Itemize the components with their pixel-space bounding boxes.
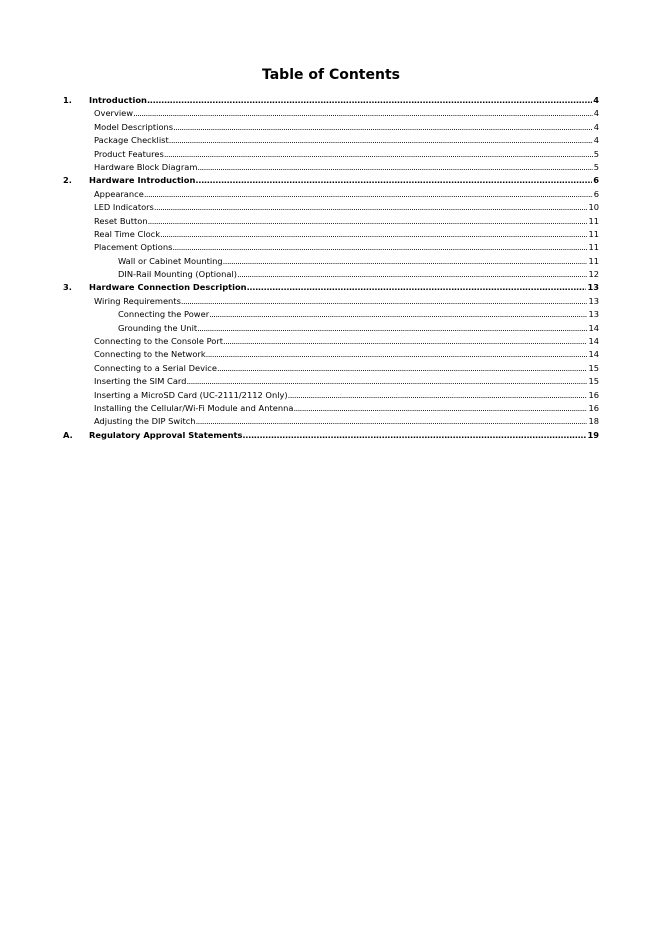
toc-entry-line — [94, 121, 599, 134]
toc-dot-leader — [154, 201, 588, 214]
toc-entry-label: Reset Button — [94, 215, 148, 226]
toc-entry-line — [94, 107, 599, 120]
toc-entry[interactable] — [63, 308, 599, 321]
toc-dot-leader — [242, 429, 586, 442]
toc-entry-number: A. — [63, 429, 73, 440]
toc-entry[interactable] — [63, 335, 599, 348]
toc-entry-line — [94, 402, 599, 415]
toc-dot-leader — [197, 322, 587, 335]
toc-entry-line — [94, 188, 599, 201]
toc-entry-line — [94, 228, 599, 241]
toc-entry[interactable] — [63, 389, 599, 402]
toc-page-number: 18 — [588, 416, 599, 427]
toc-entry-line — [118, 268, 599, 281]
toc-entry-line — [94, 134, 599, 147]
toc-entry-line — [94, 335, 599, 348]
toc-entry-line — [118, 322, 599, 335]
toc-entry[interactable] — [63, 215, 599, 228]
toc-entry-label: Connecting the Power — [118, 309, 210, 320]
toc-page-number: 15 — [588, 376, 599, 387]
toc-entry-line — [94, 148, 599, 161]
toc-page-number: 5 — [593, 161, 599, 172]
toc-entry-number: 3. — [63, 282, 72, 293]
toc-entry-label: Placement Options — [94, 242, 173, 253]
toc-page-number: 11 — [588, 228, 599, 239]
toc-page-number: 4 — [593, 95, 599, 105]
toc-dot-leader — [293, 402, 587, 415]
toc-entry-line — [94, 348, 599, 361]
toc-dot-leader — [196, 415, 588, 428]
table-of-contents — [63, 94, 599, 442]
toc-dot-leader — [288, 389, 588, 402]
toc-entry-label: Model Descriptions — [94, 121, 174, 132]
toc-entry-label: Adjusting the DIP Switch — [94, 416, 196, 427]
toc-entry[interactable] — [63, 241, 599, 254]
toc-page-number: 16 — [588, 402, 599, 413]
toc-entry[interactable] — [63, 348, 599, 361]
toc-entry[interactable] — [63, 281, 599, 294]
toc-dot-leader — [160, 228, 587, 241]
toc-dot-leader — [181, 295, 588, 308]
toc-entry[interactable] — [63, 228, 599, 241]
toc-page-number: 6 — [593, 188, 599, 199]
toc-entry[interactable] — [63, 255, 599, 268]
toc-entry-label: Product Features — [94, 148, 164, 159]
toc-entry-label: Hardware Connection Description — [89, 282, 247, 293]
toc-entry-label: Overview — [94, 108, 134, 119]
toc-entry[interactable] — [63, 161, 599, 174]
toc-dot-leader — [147, 94, 592, 107]
toc-page-number: 15 — [588, 362, 599, 373]
toc-dot-leader — [217, 362, 587, 375]
toc-dot-leader — [186, 375, 587, 388]
toc-entry-line — [94, 389, 599, 402]
toc-page-number: 4 — [593, 135, 599, 146]
toc-page-number: 14 — [588, 349, 599, 360]
toc-dot-leader — [173, 121, 593, 134]
toc-entry-label: Introduction — [89, 95, 147, 105]
toc-entry-line — [94, 415, 599, 428]
toc-entry[interactable] — [63, 295, 599, 308]
toc-entry-line — [94, 161, 599, 174]
toc-entry[interactable] — [63, 94, 599, 107]
toc-dot-leader — [247, 281, 587, 294]
toc-entry-label: Installing the Cellular/Wi-Fi Module and Antenna — [94, 402, 294, 413]
toc-entry-label: Inserting the SIM Card — [94, 376, 187, 387]
toc-entry-label: Grounding the Unit — [118, 322, 198, 333]
toc-entry-label: Hardware Block Diagram — [94, 161, 198, 172]
toc-page-number: 4 — [593, 121, 599, 132]
toc-entry[interactable] — [63, 188, 599, 201]
toc-entry-line — [89, 429, 599, 442]
toc-entry-line — [118, 308, 599, 321]
toc-entry-label: Connecting to the Console Port — [94, 336, 224, 347]
toc-entry-line — [118, 255, 599, 268]
toc-dot-leader — [237, 268, 587, 281]
toc-page-number: 11 — [588, 255, 599, 266]
toc-page-number: 13 — [587, 282, 599, 293]
toc-dot-leader — [164, 148, 593, 161]
toc-dot-leader — [206, 348, 588, 361]
toc-page-number: 11 — [588, 242, 599, 253]
toc-page-number: 14 — [588, 336, 599, 347]
toc-entry-label: Connecting to the Network — [94, 349, 206, 360]
toc-dot-leader — [133, 107, 593, 120]
toc-entry[interactable] — [63, 402, 599, 415]
toc-entry[interactable] — [63, 415, 599, 428]
toc-entry[interactable] — [63, 121, 599, 134]
toc-page-number: 13 — [588, 309, 599, 320]
toc-entry-line — [94, 215, 599, 228]
toc-entry-line — [94, 295, 599, 308]
toc-entry-line — [94, 375, 599, 388]
toc-entry-number: 1. — [63, 95, 72, 105]
toc-dot-leader — [223, 255, 588, 268]
toc-dot-leader — [197, 161, 592, 174]
toc-entry-line — [94, 241, 599, 254]
toc-entry-label: Connecting to a Serial Device — [94, 362, 217, 373]
toc-entry-label: Appearance — [94, 188, 144, 199]
toc-entry-number: 2. — [63, 175, 72, 186]
toc-entry[interactable] — [63, 362, 599, 375]
toc-entry[interactable] — [63, 322, 599, 335]
toc-page-number: 11 — [588, 215, 599, 226]
toc-entry[interactable] — [63, 148, 599, 161]
toc-entry-label: Real Time Clock — [94, 228, 161, 239]
toc-page-number: 19 — [587, 429, 599, 440]
toc-page-number: 14 — [588, 322, 599, 333]
toc-dot-leader — [209, 308, 587, 321]
toc-dot-leader — [169, 134, 593, 147]
toc-entry-label: Package Checklist — [94, 135, 169, 146]
toc-entry-label: LED Indicators — [94, 202, 154, 213]
toc-dot-leader — [223, 335, 587, 348]
toc-entry-label: Inserting a MicroSD Card (UC-2111/2112 Only) — [94, 389, 288, 400]
toc-entry-label: DIN-Rail Mounting (Optional) — [118, 269, 237, 280]
toc-entry-label: Hardware Introduction — [89, 175, 196, 186]
toc-page-number: 5 — [593, 148, 599, 159]
toc-entry-line — [89, 94, 599, 107]
toc-page-number: 6 — [593, 175, 599, 186]
toc-entry[interactable] — [63, 268, 599, 281]
toc-page-number: 4 — [593, 108, 599, 119]
toc-entry[interactable] — [63, 429, 599, 442]
toc-entry[interactable] — [63, 107, 599, 120]
toc-page-number: 13 — [588, 295, 599, 306]
toc-page-number: 10 — [588, 202, 599, 213]
toc-dot-leader — [144, 188, 593, 201]
toc-page-number: 16 — [588, 389, 599, 400]
toc-entry-label: Wiring Requirements — [94, 295, 181, 306]
toc-entry[interactable] — [63, 375, 599, 388]
toc-entry[interactable] — [63, 174, 599, 187]
toc-page-number: 12 — [588, 269, 599, 280]
toc-entry-label: Regulatory Approval Statements — [89, 429, 243, 440]
toc-entry-line — [94, 362, 599, 375]
toc-title: Table of Contents — [261, 67, 400, 83]
toc-dot-leader — [148, 215, 588, 228]
toc-entry-line — [89, 281, 599, 294]
toc-entry-line — [89, 174, 599, 187]
toc-dot-leader — [195, 174, 592, 187]
toc-entry-line — [94, 201, 599, 214]
toc-dot-leader — [172, 241, 587, 254]
toc-entry-label: Wall or Cabinet Mounting — [118, 255, 223, 266]
toc-entry[interactable] — [63, 201, 599, 214]
toc-entry[interactable] — [63, 134, 599, 147]
